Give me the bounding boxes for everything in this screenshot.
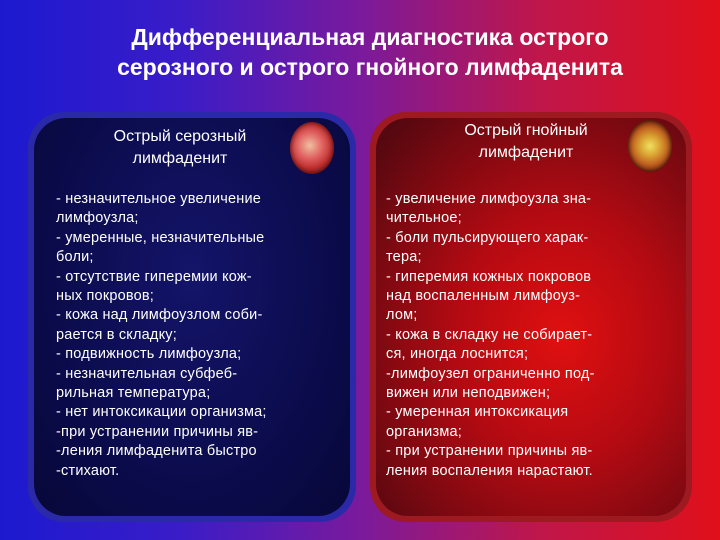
list-item: рильная температура; [56,385,211,402]
purulent-lymphadenitis-panel [370,112,692,522]
list-item: - незначительная субфеб- [56,365,238,382]
list-item: ся, иногда лоснится; [386,346,529,363]
list-item: - отсутствие гиперемии кож- [56,268,252,285]
list-item: -лимфоузел ограниченно под- [386,365,595,382]
serous-heading-line-2: лимфаденит [132,150,228,167]
list-item: вижен или неподвижен; [386,385,551,402]
list-item: - умеренные, незначительные [56,229,265,246]
serous-lymphadenitis-panel [28,112,356,522]
list-item: рается в складку; [56,326,177,343]
list-item: - при устранении причины яв- [386,443,593,460]
list-item: -ления лимфаденита быстро [56,443,257,460]
purulent-panel-body [376,118,686,516]
list-item: - незначительное увеличение [56,191,262,207]
list-item: - умеренная интоксикация [386,404,569,421]
list-item: - увеличение лимфоузла зна- [386,191,592,207]
purulent-heading-line-2: лимфаденит [478,144,574,161]
list-item: - боли пульсирующего харак- [386,229,589,246]
purulent-signs-list [386,190,672,481]
list-item: - гиперемия кожных покровов [386,268,592,285]
list-item: -при устранении причины яв- [56,423,259,440]
serous-panel-body [34,118,350,516]
list-item: над воспаленным лимфоуз- [386,288,581,305]
list-item: лимфоузла; [56,210,139,227]
list-item: лом; [386,307,418,324]
list-item: ления воспаления нарастают. [386,462,593,479]
serous-heading-line-1: Острый серозный [113,128,247,145]
list-item: - нет интоксикации организма; [56,404,267,421]
serous-heading [70,126,290,170]
list-item: - кожа в складку не собирает- [386,326,593,343]
list-item: организма; [386,423,462,440]
purulent-heading [416,120,636,164]
slide-title [40,22,700,82]
serous-signs-list [56,190,330,481]
purulent-lymph-node-image [628,120,672,172]
title-line-2: серозного и острого гнойного лимфаденита [117,54,623,80]
list-item: - подвижность лимфоузла; [56,346,242,363]
list-item: чительное; [386,210,462,227]
title-line-1: Дифференциальная диагностика острого [131,24,609,50]
lymph-node-image [290,122,334,174]
list-item: боли; [56,249,94,266]
list-item: -стихают. [56,462,120,479]
list-item: тера; [386,249,422,266]
list-item: - кожа над лимфоузлом соби- [56,307,263,324]
purulent-heading-line-1: Острый гнойный [464,122,588,139]
list-item: ных покровов; [56,288,155,305]
